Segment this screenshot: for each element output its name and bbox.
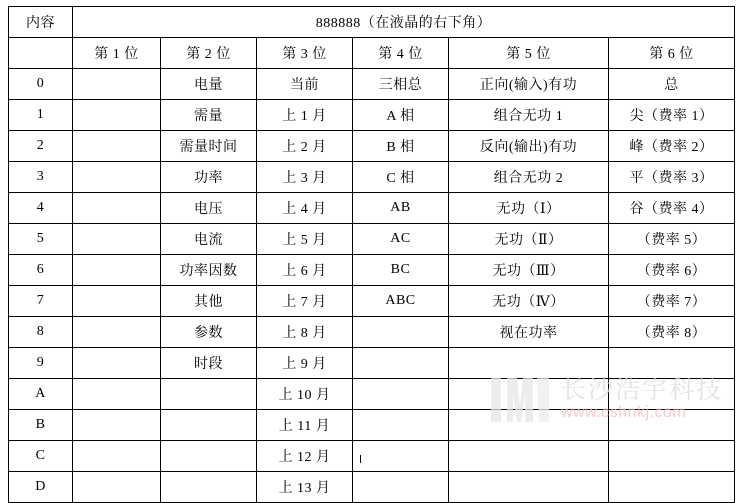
row-index: C <box>9 441 73 472</box>
table-row <box>9 224 735 255</box>
table-header-row <box>9 7 735 38</box>
table-row <box>9 379 735 410</box>
table-row <box>9 193 735 224</box>
table-row <box>9 317 735 348</box>
table-row <box>9 100 735 131</box>
table-row <box>9 69 735 100</box>
row-cell-5 <box>449 472 609 503</box>
row-index: 2 <box>9 131 73 162</box>
row-cell-1 <box>73 69 161 100</box>
row-cell-4 <box>353 317 449 348</box>
row-cell-2: 参数 <box>161 317 257 348</box>
row-cell-1 <box>73 100 161 131</box>
row-cell-3: 上 4 月 <box>257 193 353 224</box>
row-cell-4 <box>353 379 449 410</box>
row-cell-2 <box>161 472 257 503</box>
row-cell-6: （费率 5） <box>609 224 735 255</box>
row-cell-5 <box>449 410 609 441</box>
row-cell-4: AB <box>353 193 449 224</box>
row-cell-3: 上 7 月 <box>257 286 353 317</box>
row-cell-1 <box>73 348 161 379</box>
row-cell-3: 上 1 月 <box>257 100 353 131</box>
row-cell-4: AC <box>353 224 449 255</box>
row-cell-6 <box>609 410 735 441</box>
row-index: 3 <box>9 162 73 193</box>
row-cell-1 <box>73 317 161 348</box>
row-index: 1 <box>9 100 73 131</box>
row-cell-2: 需量 <box>161 100 257 131</box>
row-cell-2: 功率因数 <box>161 255 257 286</box>
row-cell-2: 其他 <box>161 286 257 317</box>
row-cell-1 <box>73 286 161 317</box>
row-cell-2: 电流 <box>161 224 257 255</box>
row-cell-5: 反向(输出)有功 <box>449 131 609 162</box>
row-cell-1 <box>73 162 161 193</box>
table-row <box>9 255 735 286</box>
row-cell-4 <box>353 472 449 503</box>
row-cell-1 <box>73 441 161 472</box>
row-cell-3: 当前 <box>257 69 353 100</box>
table-row <box>9 131 735 162</box>
row-cell-1 <box>73 131 161 162</box>
row-cell-1 <box>73 255 161 286</box>
row-cell-3: 上 11 月 <box>257 410 353 441</box>
row-cell-6 <box>609 348 735 379</box>
row-cell-3: 上 5 月 <box>257 224 353 255</box>
column-header-corner <box>9 38 73 69</box>
column-header-6: 第 6 位 <box>609 38 735 69</box>
table-row <box>9 472 735 503</box>
table-row <box>9 286 735 317</box>
row-cell-6: 尖（费率 1） <box>609 100 735 131</box>
row-cell-5: 组合无功 2 <box>449 162 609 193</box>
row-cell-3: 上 13 月 <box>257 472 353 503</box>
table-row <box>9 410 735 441</box>
table-column-header-row <box>9 38 735 69</box>
row-index: 9 <box>9 348 73 379</box>
row-index: 0 <box>9 69 73 100</box>
row-cell-5: 无功（Ⅰ） <box>449 193 609 224</box>
row-cell-6: 谷（费率 4） <box>609 193 735 224</box>
row-cell-5 <box>449 441 609 472</box>
row-cell-4: 三相总 <box>353 69 449 100</box>
code-definition-table <box>8 6 735 503</box>
row-cell-5: 无功（Ⅱ） <box>449 224 609 255</box>
row-cell-4: BC <box>353 255 449 286</box>
row-cell-5 <box>449 379 609 410</box>
row-cell-6: （费率 8） <box>609 317 735 348</box>
column-header-1: 第 1 位 <box>73 38 161 69</box>
row-cell-6 <box>609 379 735 410</box>
column-header-5: 第 5 位 <box>449 38 609 69</box>
row-cell-3: 上 12 月 <box>257 441 353 472</box>
row-cell-6: 平（费率 3） <box>609 162 735 193</box>
table-container <box>8 6 734 503</box>
row-cell-5: 无功（Ⅳ） <box>449 286 609 317</box>
row-cell-5: 正向(输入)有功 <box>449 69 609 100</box>
row-index: 5 <box>9 224 73 255</box>
row-cell-1 <box>73 379 161 410</box>
row-cell-1 <box>73 472 161 503</box>
row-cell-2 <box>161 410 257 441</box>
table-row <box>9 441 735 472</box>
row-cell-2: 电量 <box>161 69 257 100</box>
row-cell-4 <box>353 441 449 472</box>
watermark-company: 长沙浩宇科技 <box>561 376 724 404</box>
row-cell-4: ABC <box>353 286 449 317</box>
header-cell-content-label: 内容 <box>9 7 73 38</box>
row-cell-5: 视在功率 <box>449 317 609 348</box>
row-cell-4: B 相 <box>353 131 449 162</box>
column-header-4: 第 4 位 <box>353 38 449 69</box>
row-cell-2 <box>161 441 257 472</box>
row-index: 6 <box>9 255 73 286</box>
row-cell-4: A 相 <box>353 100 449 131</box>
row-cell-6 <box>609 472 735 503</box>
row-index: 4 <box>9 193 73 224</box>
watermark-url: www.cshnkj.com <box>561 404 687 421</box>
row-index: A <box>9 379 73 410</box>
page-bottom-tick <box>360 455 361 463</box>
table-row <box>9 348 735 379</box>
row-cell-3: 上 2 月 <box>257 131 353 162</box>
row-cell-3: 上 10 月 <box>257 379 353 410</box>
row-cell-2: 电压 <box>161 193 257 224</box>
row-cell-5 <box>449 348 609 379</box>
row-cell-3: 上 3 月 <box>257 162 353 193</box>
column-header-3: 第 3 位 <box>257 38 353 69</box>
row-cell-2: 功率 <box>161 162 257 193</box>
row-index: 8 <box>9 317 73 348</box>
row-cell-2: 时段 <box>161 348 257 379</box>
row-cell-5: 组合无功 1 <box>449 100 609 131</box>
row-index: D <box>9 472 73 503</box>
row-cell-2 <box>161 379 257 410</box>
row-index: 7 <box>9 286 73 317</box>
row-cell-3: 上 9 月 <box>257 348 353 379</box>
row-cell-6: 总 <box>609 69 735 100</box>
row-cell-5: 无功（Ⅲ） <box>449 255 609 286</box>
row-cell-1 <box>73 193 161 224</box>
row-cell-3: 上 8 月 <box>257 317 353 348</box>
row-cell-2: 需量时间 <box>161 131 257 162</box>
table-row <box>9 162 735 193</box>
row-cell-6: （费率 6） <box>609 255 735 286</box>
row-cell-4 <box>353 348 449 379</box>
row-cell-6: （费率 7） <box>609 286 735 317</box>
row-cell-6 <box>609 441 735 472</box>
column-header-2: 第 2 位 <box>161 38 257 69</box>
row-cell-1 <box>73 224 161 255</box>
row-cell-3: 上 6 月 <box>257 255 353 286</box>
header-cell-title: 888888（在液晶的右下角） <box>73 7 735 38</box>
row-index: B <box>9 410 73 441</box>
row-cell-6: 峰（费率 2） <box>609 131 735 162</box>
row-cell-4 <box>353 410 449 441</box>
row-cell-4: C 相 <box>353 162 449 193</box>
row-cell-1 <box>73 410 161 441</box>
